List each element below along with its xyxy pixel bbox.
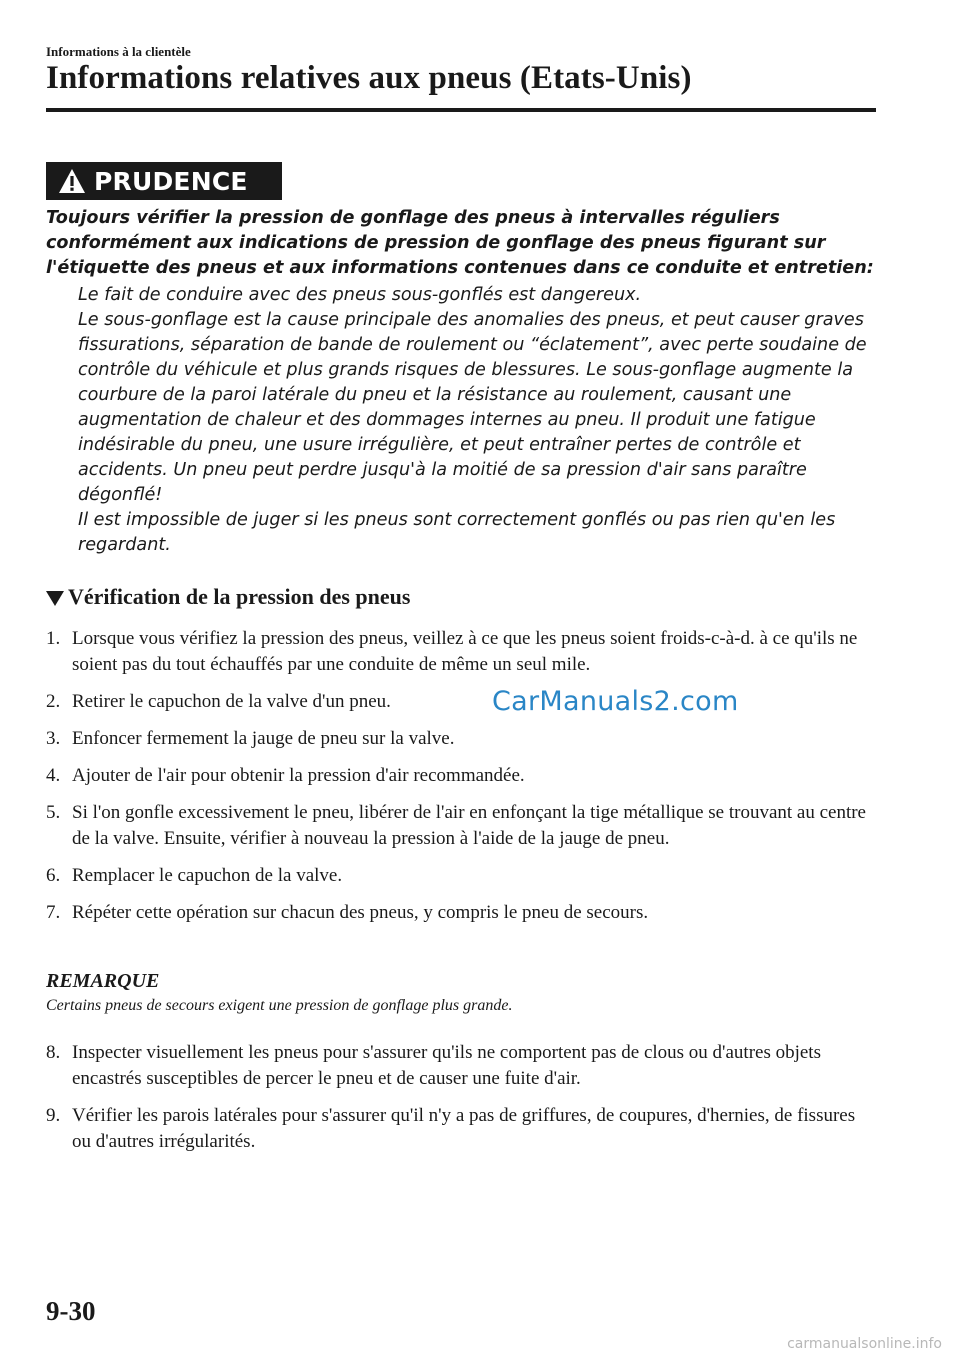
step-text: Enfoncer fermement la jauge de pneu sur la valve. xyxy=(72,728,455,749)
triangle-down-icon xyxy=(46,591,64,606)
step-item xyxy=(46,900,876,926)
warning-paragraph: Le sous-gonflage est la cause principale des anomalies des pneus, et peut causer graves fissurations, séparation de bande de roulement ou “éclatement”, avec perte soudaine de contrôle du véhicule et plus grands risques de blessures. Le sous-gonflage augmente la courbure de la paroi latérale du pneu et la résistance au roulement, causant une augmentation de chaleur et des dommages internes au pneu. Il produit une fatigue indésirable du pneu, une usure irrégulière, et peut entraîner pertes de contrôle et accidents. Un pneu peut perdre jusqu'à la moitié de sa pression d'air sans paraître dégonflé! xyxy=(78,310,867,505)
step-item xyxy=(46,1103,876,1155)
step-text: Vérifier les parois latérales pour s'assurer qu'il n'y a pas de griffures, de coupures, d'hernies, de fissures ou d'autres irrégularités. xyxy=(72,1105,856,1152)
warning-paragraph: Le fait de conduire avec des pneus sous-gonflés est dangereux. xyxy=(78,285,642,305)
section-heading-text: Vérification de la pression des pneus xyxy=(68,584,411,609)
watermark: CarManuals2.com xyxy=(492,686,739,717)
step-text: Répéter cette opération sur chacun des pneus, y compris le pneu de secours. xyxy=(72,902,649,923)
step-item xyxy=(46,763,876,789)
footer-site: carmanualsonline.info xyxy=(787,1336,942,1352)
section-heading xyxy=(46,584,410,610)
step-number: 5. xyxy=(46,802,61,823)
step-item xyxy=(46,1040,876,1092)
note-text: Certains pneus de secours exigent une pression de gonflage plus grande. xyxy=(46,997,513,1014)
step-number: 3. xyxy=(46,728,61,749)
step-text: Si l'on gonfle excessivement le pneu, libérer de l'air en enfonçant la tige métallique se trouvant au centre de la valve. Ensuite, vérifier à nouveau la pression à l'aide de la jauge de pneu. xyxy=(72,802,866,849)
page-title: Informations relatives aux pneus (Etats-Unis) xyxy=(46,60,692,96)
step-number: 7. xyxy=(46,902,61,923)
warning-label: PRUDENCE xyxy=(94,166,248,196)
step-text: Lorsque vous vérifiez la pression des pneus, veillez à ce que les pneus soient froids-c-à-d. à ce qu'ils ne soient pas du tout échauffés par une conduite de même un seul mile. xyxy=(72,628,858,675)
step-text: Remplacer le capuchon de la valve. xyxy=(72,865,343,886)
step-item xyxy=(46,800,876,852)
note-heading: REMARQUE xyxy=(46,970,160,992)
steps-list-a xyxy=(46,626,876,937)
warning-triangle-icon xyxy=(58,168,86,194)
step-item xyxy=(46,726,876,752)
step-item xyxy=(46,863,876,889)
warning-paragraph: Il est impossible de juger si les pneus sont correctement gonflés ou pas rien qu'en les regardant. xyxy=(78,510,836,555)
step-number: 4. xyxy=(46,765,61,786)
page-number: 9-30 xyxy=(46,1296,96,1326)
step-number: 9. xyxy=(46,1105,61,1126)
step-number: 2. xyxy=(46,691,61,712)
step-number: 8. xyxy=(46,1042,61,1063)
steps-list-b xyxy=(46,1040,876,1166)
step-text: Retirer le capuchon de la valve d'un pneu. xyxy=(72,691,391,712)
step-text: Inspecter visuellement les pneus pour s'assurer qu'ils ne comportent pas de clous ou d'autres objets encastrés susceptibles de percer le pneu et de causer une fuite d'air. xyxy=(72,1042,821,1089)
step-number: 1. xyxy=(46,628,61,649)
warning-lead: Toujours vérifier la pression de gonflage des pneus à intervalles réguliers conformément aux indications de pression de gonflage des pneus figurant sur l'étiquette des pneus et aux informations contenues dans ce conduite et entretien: xyxy=(46,208,874,278)
title-rule xyxy=(46,108,876,112)
step-text: Ajouter de l'air pour obtenir la pression d'air recommandée. xyxy=(72,765,525,786)
warning-banner xyxy=(46,162,282,200)
step-item xyxy=(46,626,876,678)
step-item xyxy=(46,689,876,715)
warning-body xyxy=(78,283,878,558)
step-number: 6. xyxy=(46,865,61,886)
breadcrumb: Informations à la clientèle xyxy=(46,44,191,59)
